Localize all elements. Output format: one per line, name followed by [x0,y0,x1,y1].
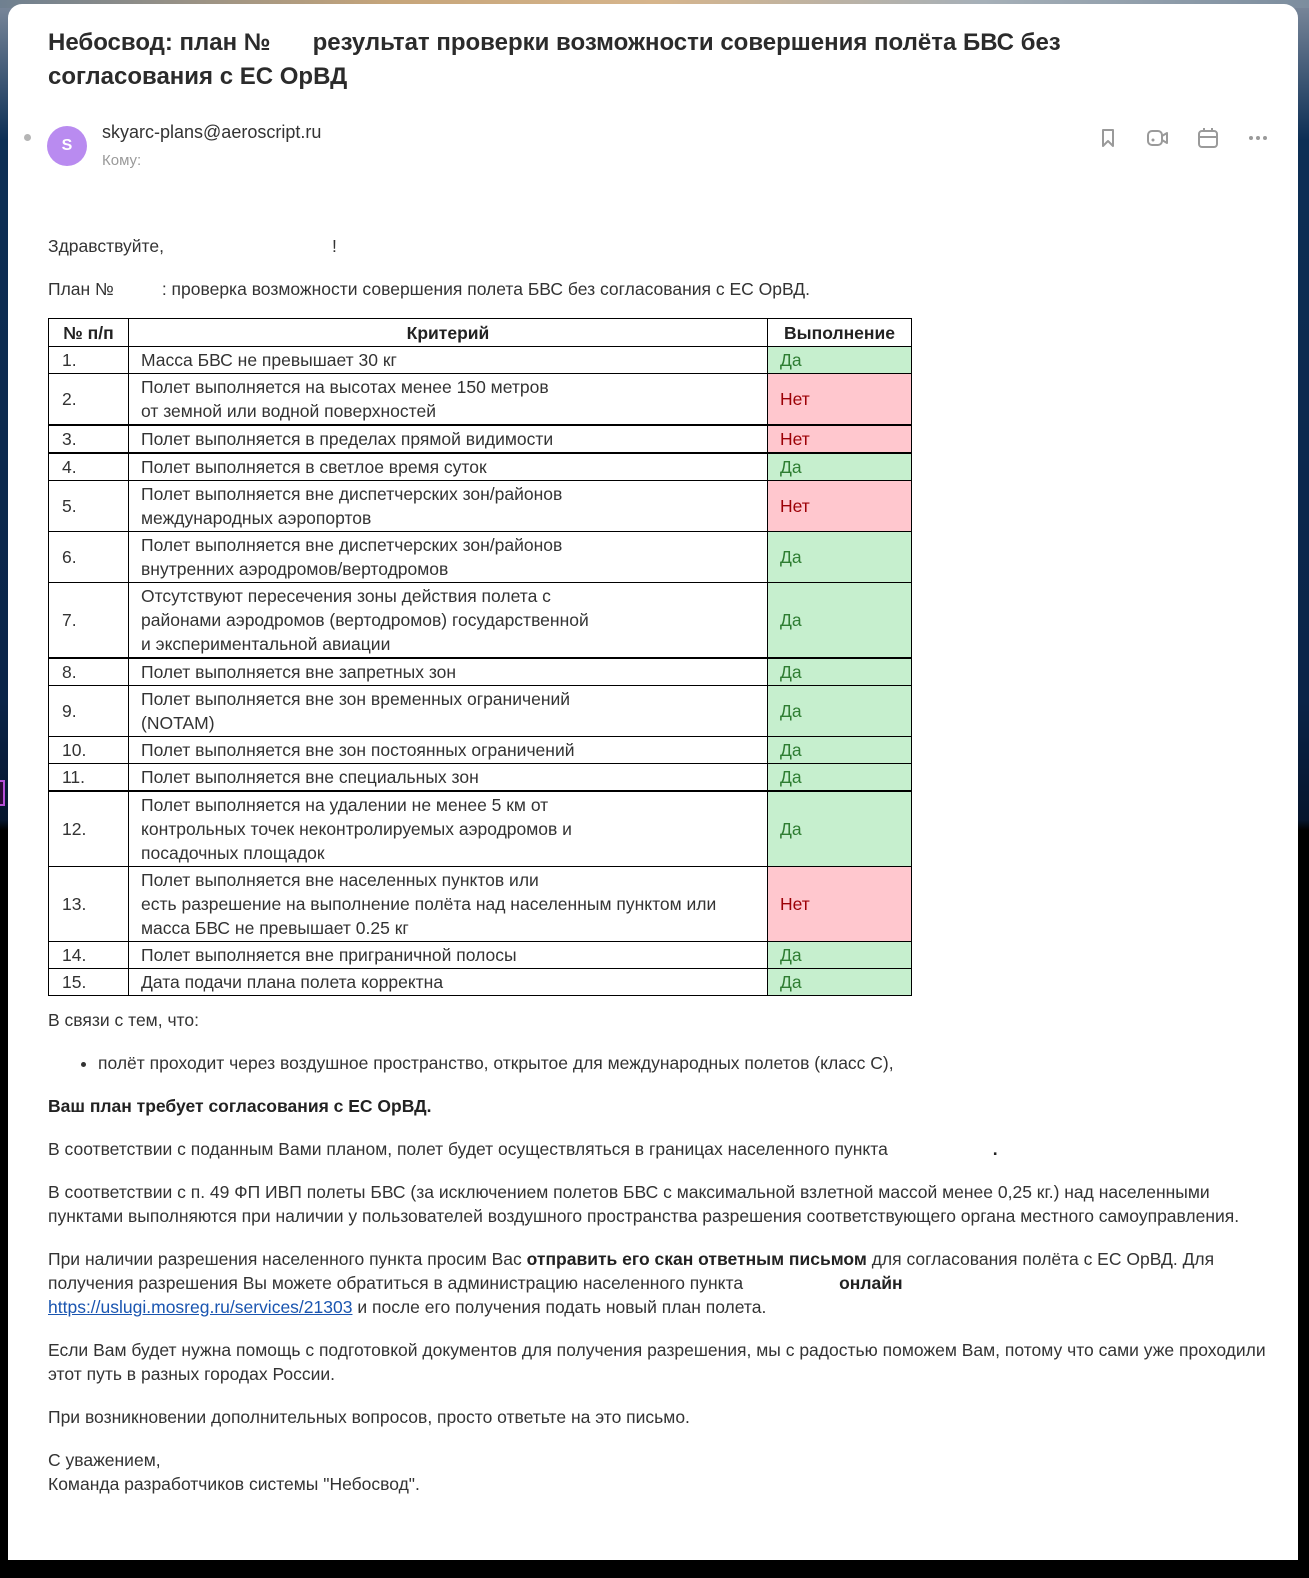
row-criterion [129,969,768,996]
criterion-line: Полет выполняется вне приграничной полосы [141,945,517,965]
subject-part-1: Небосвод: план № [48,29,271,56]
header-criterion: Критерий [129,319,768,347]
criterion-line: Полет выполняется вне зон временных ограничений [141,689,571,709]
row-number: 1. [49,347,129,374]
table-row [49,969,912,996]
row-criterion [129,347,768,374]
requires-approval-text: Ваш план требует согласования с ЕС ОрВД. [48,1096,432,1116]
unread-dot-icon [24,134,31,141]
criterion-line: Полет выполняется вне населенных пунктов или [141,870,539,890]
row-criterion [129,791,768,867]
table-row [49,374,912,426]
criterion-line: Полет выполняется на высотах менее 150 метров [141,377,549,397]
row-criterion [129,658,768,686]
email-body [48,234,1268,1515]
row-number: 2. [49,374,129,426]
criterion-line: Полет выполняется вне диспетчерских зон/районов [141,484,563,504]
permit-paragraph: При наличии разрешения населенного пункта просим Вас отправить его скан ответным письмом для согласования полёта с ЕС ОрВД. Для получения разрешения Вы можете обратиться в администрацию населенного пункта онлайн https://uslugi.mosreg.ru/services/21303 и после его получения подать новый план полета. [48,1249,1215,1317]
row-number: 10. [49,737,129,764]
row-number: 7. [49,583,129,659]
criterion-line: Полет выполняется вне диспетчерских зон/районов [141,535,563,555]
result-yes-badge: Да [768,969,912,996]
result-yes-badge: Да [768,942,912,969]
row-criterion [129,764,768,792]
questions-paragraph: При возникновении дополнительных вопросов, просто ответьте на это письмо. [48,1407,690,1427]
table-row [49,737,912,764]
result-no-badge: Нет [768,425,912,453]
row-number: 13. [49,867,129,942]
result-no-badge: Нет [768,481,912,532]
result-yes-badge: Да [768,737,912,764]
table-row [49,942,912,969]
criterion-line: (NOTAM) [141,713,215,733]
result-no-badge: Нет [768,867,912,942]
criterion-line: и экспериментальной авиации [141,634,391,654]
criterion-line: Полет выполняется вне зон постоянных ограничений [141,740,575,760]
row-number: 4. [49,453,129,481]
list-item: • полёт проходит через воздушное пространство, открытое для международных полетов (класс С), [98,1051,1268,1075]
email-subject [48,26,1148,94]
criterion-line: Полет выполняется в светлое время суток [141,457,487,477]
row-criterion [129,532,768,583]
services-link[interactable]: https://uslugi.mosreg.ru/services/21303 [48,1297,353,1317]
rule-paragraph: В соответствии с п. 49 ФП ИВП полеты БВС (за исключением полетов БВС с максимальной взлетной массой менее 0,25 кг.) над населенными пунктами выполняются при наличии у пользователей воздушного пространства разрешения соответствующего органа местного самоуправления. [48,1182,1240,1226]
result-yes-badge: Да [768,791,912,867]
row-number: 12. [49,791,129,867]
table-row [49,347,912,374]
plan-line: План № : проверка возможности совершения полета БВС без согласования с ЕС ОрВД. [48,279,811,299]
table-row [49,764,912,792]
header-num: № п/п [49,319,129,347]
row-number: 3. [49,425,129,453]
bookmark-icon[interactable] [1096,126,1120,150]
table-header-row [49,319,912,347]
table-row [49,532,912,583]
table-row [49,686,912,737]
criterion-line: Дата подачи плана полета корректна [141,972,444,992]
row-criterion [129,425,768,453]
table-row [49,583,912,659]
table-row [49,425,912,453]
criterion-line: Полет выполняется на удалении не менее 5 км от [141,795,549,815]
row-criterion [129,737,768,764]
row-criterion [129,686,768,737]
criterion-line: Масса БВС не превышает 30 кг [141,350,397,370]
sender-avatar[interactable]: S [47,126,87,166]
row-number: 11. [49,764,129,792]
more-icon[interactable] [1246,126,1270,150]
sender-email[interactable]: skyarc-plans@aeroscript.ru [102,122,322,142]
result-yes-badge: Да [768,453,912,481]
row-criterion [129,583,768,659]
table-row [49,658,912,686]
table-row [49,453,912,481]
criteria-table [48,318,912,996]
row-number: 9. [49,686,129,737]
row-number: 8. [49,658,129,686]
table-row [49,791,912,867]
row-criterion [129,453,768,481]
greeting: Здравствуйте, ! [48,236,337,256]
row-criterion [129,867,768,942]
background-window-edge [0,780,5,806]
row-number: 6. [49,532,129,583]
result-yes-badge: Да [768,764,912,792]
row-number: 15. [49,969,129,996]
criterion-line: внутренних аэродромов/вертодромов [141,559,449,579]
criterion-line: от земной или водной поверхностей [141,401,436,421]
result-yes-badge: Да [768,347,912,374]
criterion-line: районами аэродромов (вертодромов) государственной [141,610,589,630]
result-yes-badge: Да [768,583,912,659]
result-yes-badge: Да [768,532,912,583]
criterion-line: посадочных площадок [141,843,325,863]
criterion-line: Отсутствуют пересечения зоны действия полета с [141,586,551,606]
row-criterion [129,481,768,532]
row-criterion [129,942,768,969]
subject-part-2: результат проверки возможности совершения полёта БВС без согласования с ЕС ОрВД [48,29,1061,90]
help-paragraph: Если Вам будет нужна помощь с подготовкой документов для получения разрешения, мы с радостью поможем Вам, потому что сами уже проходили этот путь в разных городах России. [48,1340,1266,1384]
row-criterion [129,374,768,426]
criterion-line: международных аэропортов [141,508,372,528]
town-sentence: В соответствии с поданным Вами планом, полет будет осуществляться в границах населенного пункта . [48,1139,998,1159]
criterion-line: масса БВС не превышает 0.25 кг [141,918,409,938]
result-yes-badge: Да [768,686,912,737]
video-call-icon[interactable] [1146,126,1170,150]
signature-block: С уважением, Команда разработчиков системы "Небосвод". [48,1450,420,1494]
result-no-badge: Нет [768,374,912,426]
criterion-line: Полет выполняется вне специальных зон [141,767,479,787]
criterion-line: Полет выполняется вне запретных зон [141,662,457,682]
row-number: 14. [49,942,129,969]
calendar-icon[interactable] [1196,126,1220,150]
criterion-line: Полет выполняется в пределах прямой видимости [141,429,554,449]
criterion-line: контрольных точек неконтролируемых аэродромов и [141,819,572,839]
email-actions [1096,126,1270,150]
table-row [49,481,912,532]
header-result: Выполнение [768,319,912,347]
row-number: 5. [49,481,129,532]
reasons-list [98,1051,1268,1075]
result-yes-badge: Да [768,658,912,686]
email-view [8,4,1298,1560]
recipients-label[interactable]: Кому: [102,152,142,169]
criterion-line: есть разрешение на выполнение полёта над населенным пунктом или [141,894,717,914]
because-text: В связи с тем, что: [48,1010,199,1030]
table-row [49,867,912,942]
